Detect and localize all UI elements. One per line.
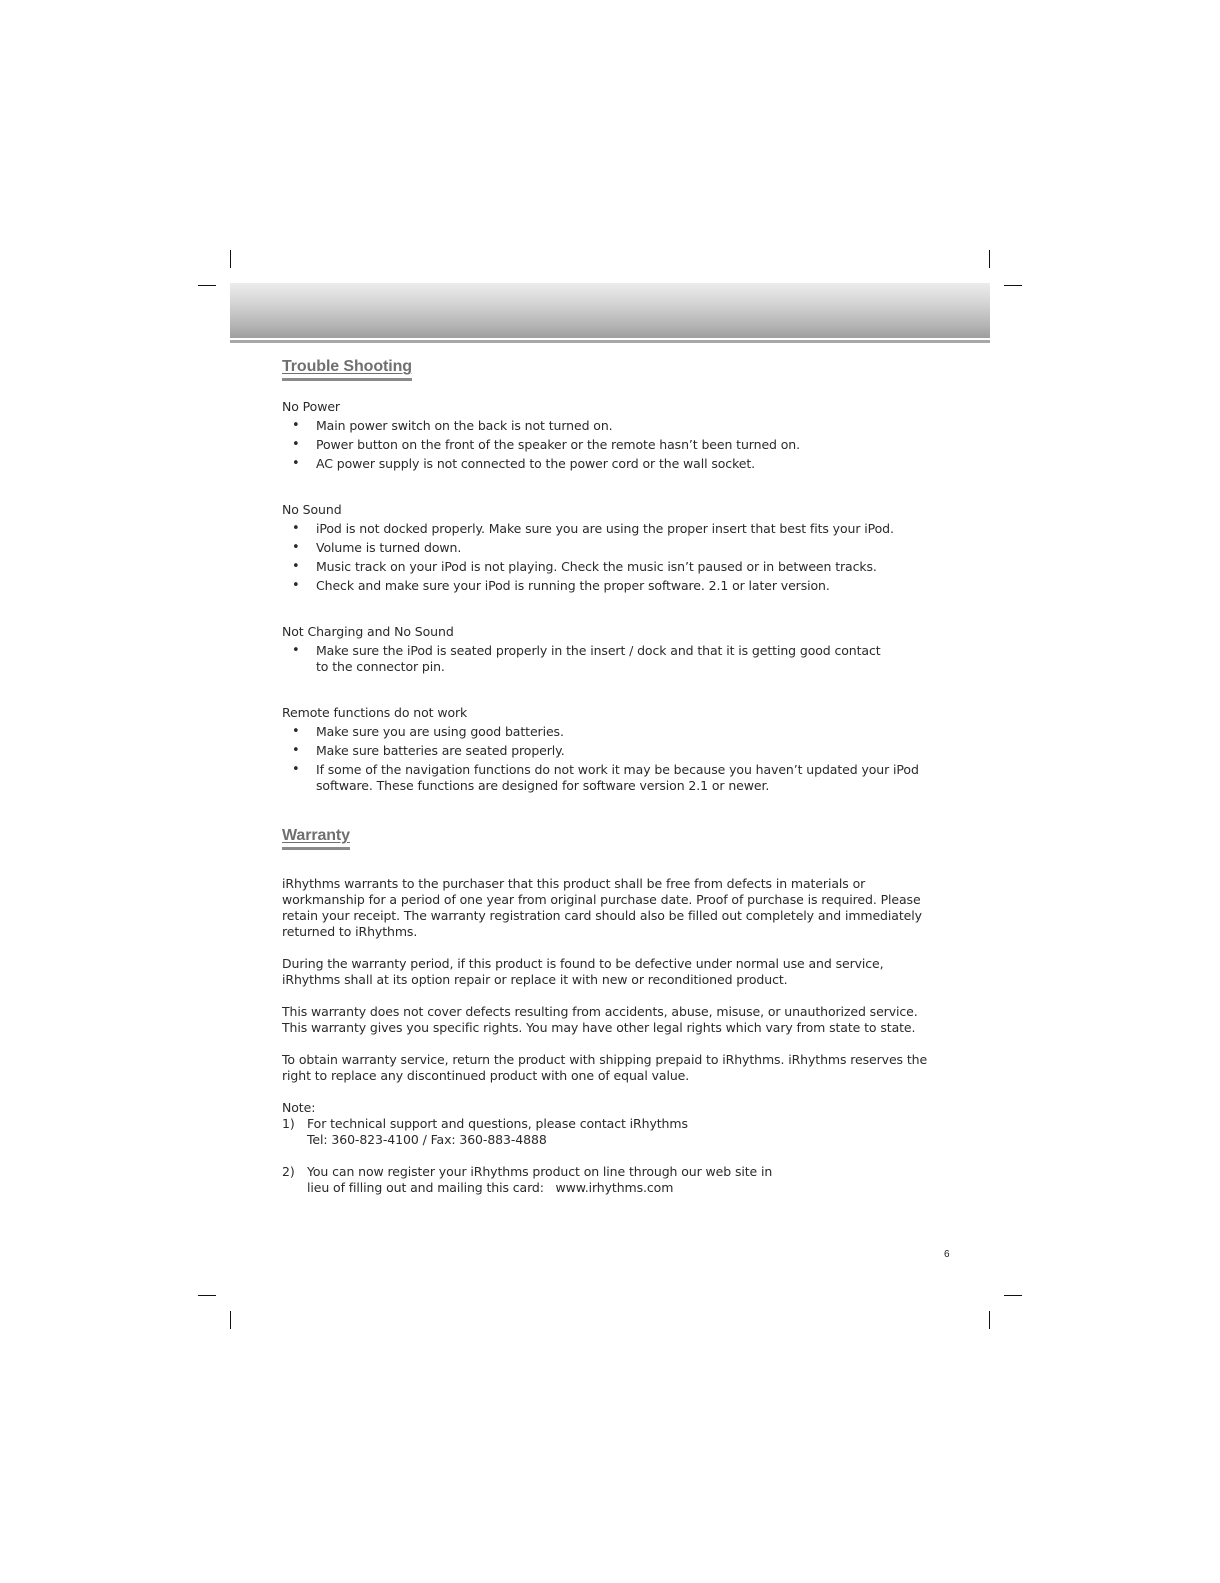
note-number: 2)	[282, 1164, 295, 1179]
warranty-paragraph: To obtain warranty service, return the product with shipping prepaid to iRhythms. iRhythms reserves the right to replace any discontinued product with one of equal value.	[282, 1052, 928, 1083]
list-item: • Check and make sure your iPod is running the proper software. 2.1 or later version.	[282, 578, 942, 594]
warranty-paragraph: During the warranty period, if this product is found to be defective under normal use and service, iRhythms shall at its option repair or replace it with new or reconditioned product.	[282, 956, 884, 987]
troubleshooting-group-not-charging	[282, 624, 942, 675]
warranty-section	[282, 828, 942, 1196]
group-heading: No Power	[282, 399, 340, 414]
note-contact-line: Tel: 360-823-4100 / Fax: 360-883-4888	[307, 1132, 547, 1147]
crop-mark-top-left-vertical	[230, 250, 231, 268]
list-item: • If some of the navigation functions do not work it may be because you haven’t updated your iPod software. These functions are designed for software version 2.1 or newer.	[282, 762, 942, 794]
list-item: • AC power supply is not connected to the power cord or the wall socket.	[282, 456, 942, 472]
crop-mark-top-right-vertical	[989, 250, 990, 268]
page-content	[282, 357, 942, 1196]
note-item	[282, 1116, 942, 1148]
troubleshooting-group-no-sound	[282, 502, 942, 594]
group-heading: No Sound	[282, 502, 342, 517]
note-item	[282, 1164, 942, 1196]
crop-mark-bottom-right-vertical	[989, 1311, 990, 1329]
note-line: You can now register your iRhythms product on line through our web site in	[307, 1164, 773, 1179]
bullet-list	[282, 724, 942, 794]
bullet-list	[282, 418, 942, 472]
list-item: • Make sure you are using good batteries.	[282, 724, 942, 740]
troubleshooting-group-no-power	[282, 399, 942, 472]
group-heading: Not Charging and No Sound	[282, 624, 454, 639]
warranty-paragraph: iRhythms warrants to the purchaser that this product shall be free from defects in materials or workmanship for a period of one year from original purchase date. Proof of purchase is required. Please retain your receipt. The warranty registration card should also be filled out completely and immediately returned to iRhythms.	[282, 876, 922, 939]
warranty-paragraph: This warranty does not cover defects resulting from accidents, abuse, misuse, or unauthorized service. This warranty gives you specific rights. You may have other legal rights which vary from state to state.	[282, 1004, 918, 1035]
warranty-title: Warranty	[282, 828, 350, 850]
list-item: • Power button on the front of the speaker or the remote hasn’t been turned on.	[282, 437, 942, 453]
list-item: • Music track on your iPod is not playing. Check the music isn’t paused or in between tracks.	[282, 559, 942, 575]
crop-mark-bottom-left-horizontal	[198, 1295, 216, 1296]
page-number: 6	[944, 1249, 950, 1260]
list-item: • Main power switch on the back is not turned on.	[282, 418, 942, 434]
note-number: 1)	[282, 1116, 295, 1131]
crop-mark-bottom-right-horizontal	[1004, 1295, 1022, 1296]
note-heading: Note:	[282, 1100, 316, 1115]
crop-mark-top-right-horizontal	[1004, 285, 1022, 286]
list-item: • iPod is not docked properly. Make sure you are using the proper insert that best fits your iPod.	[282, 521, 942, 537]
crop-mark-top-left-horizontal	[198, 285, 216, 286]
list-item: • Make sure batteries are seated properly.	[282, 743, 942, 759]
bullet-list	[282, 643, 942, 675]
troubleshooting-group-remote	[282, 705, 942, 794]
troubleshooting-title: Trouble Shooting	[282, 359, 412, 381]
list-item: • Volume is turned down.	[282, 540, 942, 556]
group-heading: Remote functions do not work	[282, 705, 468, 720]
crop-mark-bottom-left-vertical	[230, 1311, 231, 1329]
note-line: For technical support and questions, please contact iRhythms	[307, 1116, 688, 1131]
header-band	[230, 283, 990, 338]
list-item: • Make sure the iPod is seated properly in the insert / dock and that it is getting good contact to the connector pin.	[282, 643, 942, 675]
note-website-line: lieu of filling out and mailing this card: www.irhythms.com	[307, 1180, 674, 1195]
note-list	[282, 1116, 942, 1196]
bullet-list	[282, 521, 942, 594]
